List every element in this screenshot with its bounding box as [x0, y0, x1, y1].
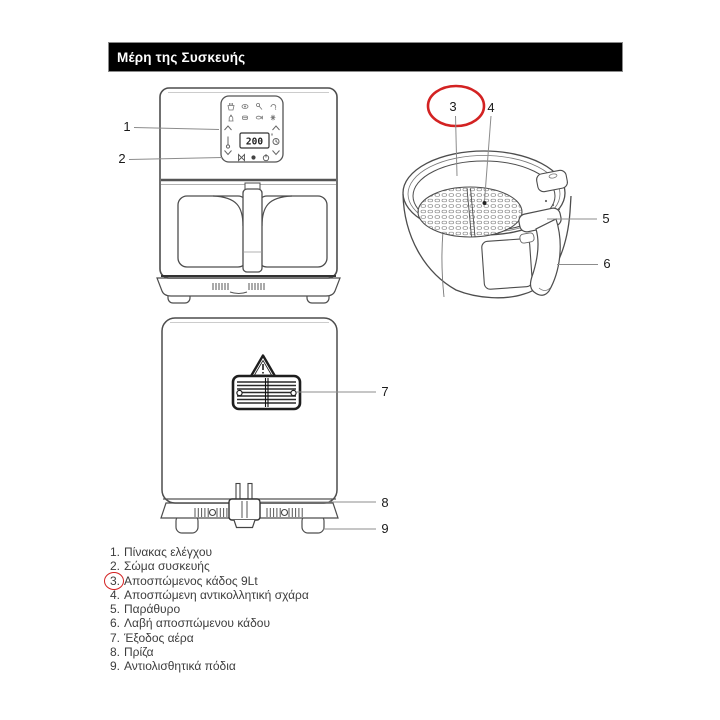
basket-window: [481, 238, 532, 289]
part-number: 8.: [110, 645, 121, 660]
front-window-left: [178, 196, 247, 267]
parts-list-item: [110, 545, 530, 559]
parts-list-item: [110, 659, 530, 673]
part-label: Αποσπώμενος κάδος 9Lt: [124, 573, 258, 588]
part-label: Πίνακας ελέγχου: [124, 545, 213, 559]
part-number: 9.: [110, 659, 121, 674]
part-label: Αποσπώμενη αντικολλητική σχάρα: [124, 587, 309, 602]
part-number: 4.: [110, 587, 121, 602]
parts-list-item: [110, 588, 530, 602]
callout-9: 9: [381, 521, 389, 536]
callout-4: 4: [487, 100, 495, 115]
part-number: 6.: [110, 616, 121, 631]
section-title: Μέρη της Συσκευής: [117, 49, 246, 65]
degree-symbol: °: [270, 133, 274, 140]
display-value: 200: [245, 136, 264, 148]
basket-grate: [418, 187, 522, 237]
preset-icon-vegetables: [271, 115, 276, 121]
parts-list-item: [110, 602, 530, 616]
callout-5: 5: [602, 211, 610, 226]
parts-list: [110, 545, 530, 674]
part-number: 7.: [110, 630, 121, 645]
front-view-drawing: [118, 88, 340, 303]
part-number: 5.: [110, 602, 121, 617]
part-number: 1.: [110, 545, 121, 559]
back-base-screw-right: [282, 510, 288, 516]
start-icon: [251, 155, 255, 159]
part-number-highlighted: 3.: [110, 573, 121, 588]
front-drawer-handle: [243, 189, 262, 272]
parts-list-item: [110, 616, 530, 630]
parts-list-item: [110, 631, 530, 645]
part-label: Πρίζα: [124, 645, 154, 660]
callout-3: 3: [449, 99, 457, 114]
parts-list-item: [110, 645, 530, 659]
callout-7: 7: [381, 384, 389, 399]
part-number: 2.: [110, 559, 121, 574]
callout-6: 6: [603, 256, 611, 271]
back-base-screw-left: [210, 510, 216, 516]
callout-1: 1: [123, 119, 131, 134]
parts-list-item: [110, 574, 530, 588]
air-outlet-vent: [233, 376, 300, 409]
back-body: [162, 318, 337, 503]
part-label: Σώμα συσκευής: [124, 559, 210, 574]
part-label: Λαβή αποσπώμενου κάδου: [124, 616, 271, 631]
part-label: Παράθυρο: [124, 602, 181, 617]
front-window-right: [258, 196, 327, 267]
callout-4-dot: [483, 201, 487, 205]
callout-2: 2: [118, 151, 126, 166]
callout-8: 8: [381, 495, 389, 510]
parts-list-item: [110, 559, 530, 573]
basket-view-drawing: [403, 86, 611, 298]
control-panel: [221, 96, 283, 162]
part-label: Αντιολισθητικά πόδια: [124, 659, 236, 674]
back-view-drawing: [161, 318, 389, 536]
part-label: Έξοδος αέρα: [124, 630, 194, 645]
